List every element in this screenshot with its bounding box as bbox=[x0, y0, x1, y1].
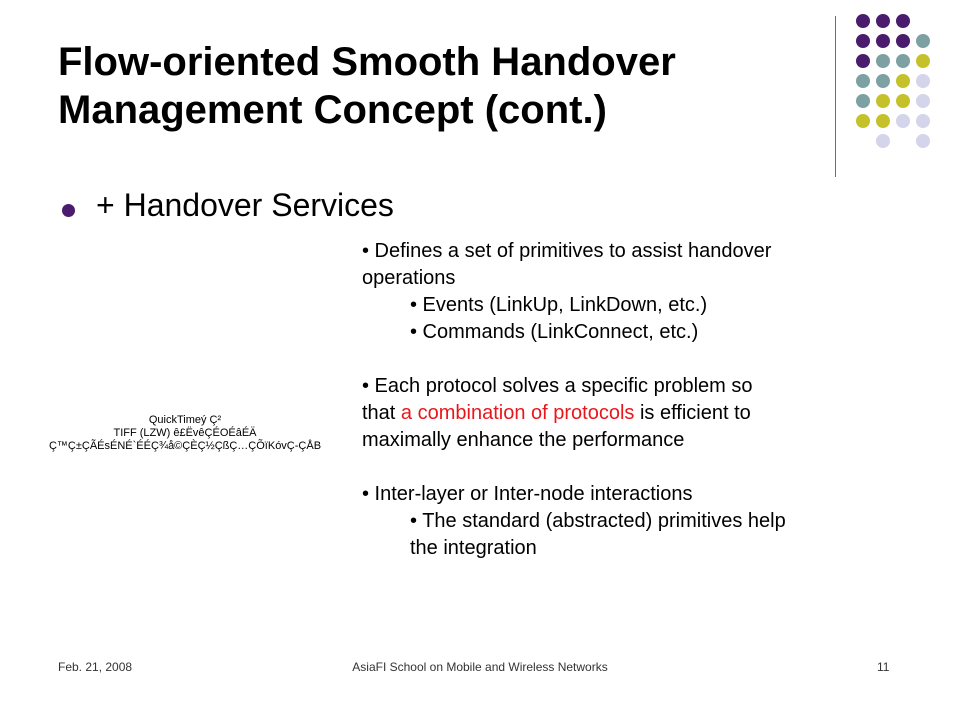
decor-dot bbox=[856, 34, 870, 48]
placeholder-line: Ç™Ç±ÇÃÉsÉNÉ`ÉÉÇ¾å©ÇÈÇ½ÇßÇ…ÇÕïKóvÇ-ÇÅB bbox=[48, 440, 322, 452]
footer-event: AsiaFI School on Mobile and Wireless Networks bbox=[352, 660, 608, 674]
slide-title bbox=[58, 38, 818, 134]
decor-dot bbox=[876, 94, 890, 108]
body-line: • Inter-layer or Inter-node interactions bbox=[362, 483, 693, 505]
body-line: • The standard (abstracted) primitives help bbox=[410, 510, 786, 532]
decor-dot bbox=[856, 94, 870, 108]
body-line: • Defines a set of primitives to assist handover bbox=[362, 240, 772, 262]
body-text-segment: is efficient to bbox=[634, 402, 751, 424]
decor-dot bbox=[876, 54, 890, 68]
placeholder-line: QuickTimeý Ç² bbox=[148, 414, 222, 426]
decor-dot bbox=[876, 134, 890, 148]
decor-dot bbox=[856, 114, 870, 128]
body-line: operations bbox=[362, 267, 456, 289]
body-line: • Commands (LinkConnect, etc.) bbox=[410, 321, 699, 343]
title-line-1: Flow-oriented Smooth Handover bbox=[58, 40, 676, 84]
decor-dot bbox=[856, 74, 870, 88]
divider-line bbox=[835, 16, 836, 177]
decor-dot bbox=[916, 114, 930, 128]
body-line-highlight bbox=[362, 400, 922, 427]
decor-dot bbox=[916, 34, 930, 48]
main-bullet-text: + Handover Services bbox=[96, 187, 394, 223]
body-text-segment: that bbox=[362, 402, 401, 424]
placeholder-line: TIFF (LZW) ê£ËvêÇÉOÉâÉÄ bbox=[113, 427, 257, 439]
main-bullet-dot bbox=[62, 204, 75, 217]
decor-dot bbox=[856, 14, 870, 28]
decor-dot bbox=[876, 34, 890, 48]
footer-date: Feb. 21, 2008 bbox=[58, 660, 133, 674]
quicktime-image-placeholder bbox=[30, 414, 340, 453]
decor-dot bbox=[916, 74, 930, 88]
body-line: • Each protocol solves a specific problem so bbox=[362, 375, 753, 397]
body-text-block bbox=[362, 238, 922, 562]
decor-dot bbox=[856, 54, 870, 68]
decor-dot bbox=[896, 94, 910, 108]
spacer bbox=[362, 346, 922, 373]
decor-dot bbox=[876, 114, 890, 128]
title-line-2: Management Concept (cont.) bbox=[58, 88, 607, 132]
decor-dot bbox=[896, 14, 910, 28]
decor-dot bbox=[916, 94, 930, 108]
decor-dot bbox=[896, 34, 910, 48]
decor-dot bbox=[916, 134, 930, 148]
body-line: • Events (LinkUp, LinkDown, etc.) bbox=[410, 294, 708, 316]
decorative-dot-grid bbox=[850, 14, 950, 154]
decor-dot bbox=[916, 54, 930, 68]
highlighted-phrase: a combination of protocols bbox=[400, 402, 635, 424]
decor-dot bbox=[896, 74, 910, 88]
footer-page-number: 11 bbox=[877, 660, 890, 674]
body-line: maximally enhance the performance bbox=[362, 429, 685, 451]
body-line: the integration bbox=[410, 537, 537, 559]
decor-dot bbox=[876, 74, 890, 88]
decor-dot bbox=[876, 14, 890, 28]
spacer bbox=[362, 454, 922, 481]
decor-dot bbox=[896, 54, 910, 68]
decor-dot bbox=[896, 114, 910, 128]
